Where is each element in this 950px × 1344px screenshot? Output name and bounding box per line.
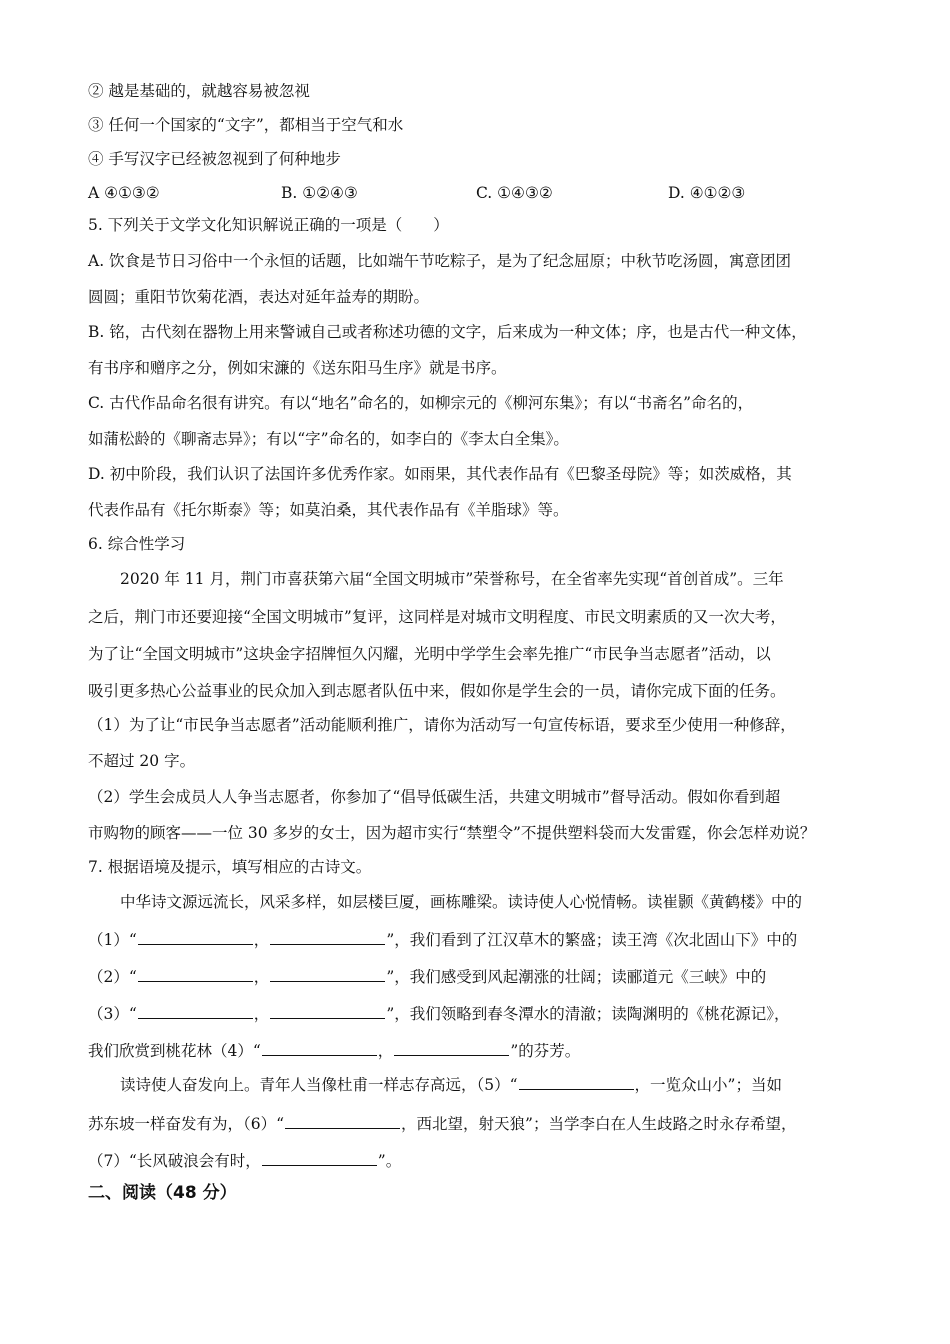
q4-item-4: ④ 手写汉字已经被忽视到了何种地步 <box>88 150 341 168</box>
q5-line: A. 饮食是节日习俗中一个永恒的话题，比如端午节吃粽子，是为了纪念屈原；中秋节吃汤圆，寓意团团 <box>88 252 792 270</box>
q4-item-3: ③ 任何一个国家的“文字”，都相当于空气和水 <box>88 116 404 134</box>
q5-line: 圆圆；重阳节饮菊花酒，表达对延年益寿的期盼。 <box>88 288 430 306</box>
q6-task-line: 不超过 20 字。 <box>88 752 196 770</box>
blank-4b[interactable] <box>394 1041 509 1056</box>
q7-line-6: 读诗使人奋发向上。青年人当像杜甫一样志存高远，（5）“ ，一览众山小”；当如 <box>120 1076 782 1094</box>
q6-passage-line: 为了让“全国文明城市”这块金字招牌恒久闪耀，光明中学学生会率先推广“市民争当志愿者”活动，以 <box>88 645 771 663</box>
q7-line-1: 中华诗文源远流长，风采多样，如层楼巨厦，画栋雕梁。读诗使人心悦情畅。读崔颢《黄鹤楼》中的 <box>120 893 803 911</box>
blank-3a[interactable] <box>138 1004 253 1019</box>
q5-stem: 5. 下列关于文学文化知识解说正确的一项是（ ） <box>88 216 449 234</box>
blank-2a[interactable] <box>138 967 253 982</box>
q4-option-c: C. ①④③② <box>476 184 553 202</box>
q5-line: 有书序和赠序之分，例如宋濂的《送东阳马生序》就是书序。 <box>88 359 507 377</box>
q6-passage-line: 之后，荆门市还要迎接“全国文明城市”复评，这同样是对城市文明程度、市民文明素质的又一次大考， <box>88 608 786 626</box>
q7-line-4: （3）“ ， ”，我们领略到春冬潭水的清澈；读陶渊明的《桃花源记》， <box>88 1005 790 1023</box>
q5-line: 如蒲松龄的《聊斋志异》；有以“字”命名的，如李白的《李太白全集》。 <box>88 430 569 448</box>
q6-stem: 6. 综合性学习 <box>88 535 186 553</box>
blank-5[interactable] <box>519 1075 634 1090</box>
blank-3b[interactable] <box>270 1004 385 1019</box>
q4-option-b: B. ①②④③ <box>281 184 358 202</box>
q7-line-5: 我们欣赏到桃花林（4）“ ， ”的芬芳。 <box>88 1042 581 1060</box>
q5-line: B. 铭，古代刻在器物上用来警诫自己或者称述功德的文字，后来成为一种文体；序，也是古代一种文体， <box>88 323 807 341</box>
blank-1b[interactable] <box>270 930 385 945</box>
q5-line: C. 古代作品命名很有讲究。有以“地名”命名的，如柳宗元的《柳河东集》；有以“书斋名”命名的， <box>88 394 754 412</box>
blank-4a[interactable] <box>262 1041 377 1056</box>
q7-line-3: （2）“ ， ”，我们感受到风起潮涨的壮阔；读郦道元《三峡》中的 <box>88 968 767 986</box>
q4-option-a: A ④①③② <box>88 184 160 202</box>
q7-stem: 7. 根据语境及提示，填写相应的古诗文。 <box>88 858 372 876</box>
q6-task-line: （1）为了让“市民争当志愿者”活动能顺利推广，请你为活动写一句宣传标语，要求至少使用一种修辞， <box>88 716 796 734</box>
q7-line-2: （1）“ ， ”，我们看到了江汉草木的繁盛；读王湾《次北固山下》中的 <box>88 931 798 949</box>
q4-option-d: D. ④①②③ <box>668 184 746 202</box>
q5-line: 代表作品有《托尔斯泰》等；如莫泊桑，其代表作品有《羊脂球》等。 <box>88 501 569 519</box>
q6-passage-line: 吸引更多热心公益事业的民众加入到志愿者队伍中来，假如你是学生会的一员，请你完成下面的任务。 <box>88 682 786 700</box>
q6-passage-line: 2020 年 11 月，荆门市喜获第六届“全国文明城市”荣誉称号，在全省率先实现“首创首成”。三年 <box>120 570 784 588</box>
q7-line-8: （7）“长风破浪会有时， ”。 <box>88 1152 402 1170</box>
q5-line: D. 初中阶段，我们认识了法国许多优秀作家。如雨果，其代表作品有《巴黎圣母院》等；如茨威格，其 <box>88 465 792 483</box>
q7-line-7: 苏东坡一样奋发有为，（6）“ ，西北望，射天狼”；当学李白在人生歧路之时永存希望， <box>88 1115 797 1133</box>
section-heading-reading: 二、阅读（48 分） <box>88 1183 237 1203</box>
blank-7[interactable] <box>262 1151 377 1166</box>
q4-item-2: ② 越是基础的，就越容易被忽视 <box>88 82 310 100</box>
blank-2b[interactable] <box>270 967 385 982</box>
blank-6[interactable] <box>285 1114 400 1129</box>
blank-1a[interactable] <box>138 930 253 945</box>
q6-task-line: （2）学生会成员人人争当志愿者，你参加了“倡导低碳生活，共建文明城市”督导活动。假如你看到超 <box>88 788 781 806</box>
q6-task-line: 市购物的顾客——一位 30 多岁的女士，因为超市实行“禁塑令”不提供塑料袋而大发雷霆，你会怎样劝说？ <box>88 824 816 842</box>
